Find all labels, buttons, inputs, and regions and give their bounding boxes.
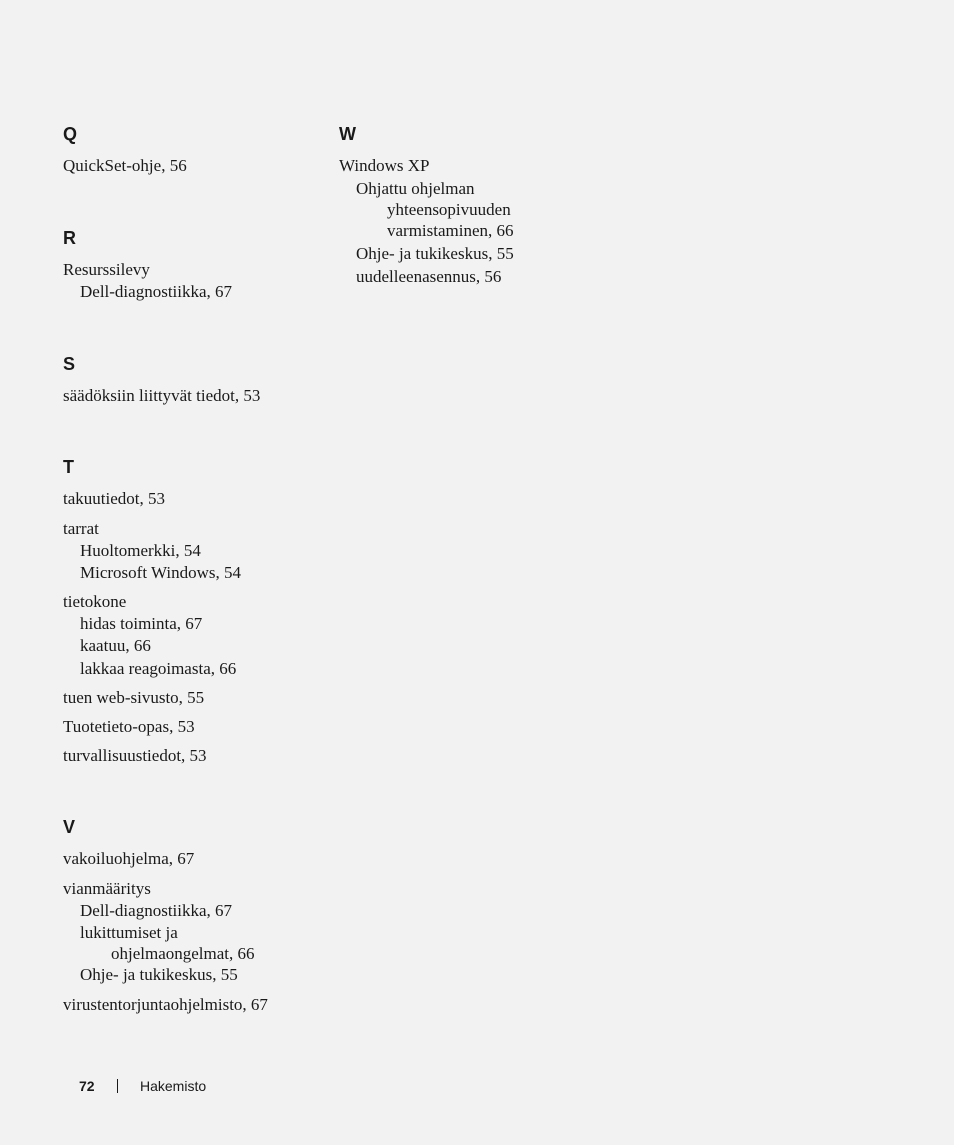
index-letter-t: T [63,457,74,477]
index-subentry: Ohjattu ohjelman [356,179,475,198]
index-entry: virustentorjuntaohjelmisto, 67 [63,995,268,1014]
index-entry: Resurssilevy [63,260,150,279]
index-subentry: uudelleenasennus, 56 [356,267,502,286]
page-number: 72 [79,1078,95,1094]
index-subentry: lakkaa reagoimasta, 66 [80,659,237,678]
index-entry: tarrat [63,519,99,538]
index-entry: takuutiedot, 53 [63,489,165,508]
index-subentry-continued: ohjelmaongelmat, 66 [111,944,255,963]
index-entry: tietokone [63,592,127,611]
index-letter-s: S [63,354,76,374]
index-entry: vakoiluohjelma, 67 [63,849,195,868]
index-subentry: Dell-diagnostiikka, 67 [80,901,233,920]
index-subentry: Huoltomerkki, 54 [80,541,201,560]
index-subentry: Ohje- ja tukikeskus, 55 [80,965,238,984]
index-subentry: hidas toiminta, 67 [80,614,203,633]
index-entry: tuen web-sivusto, 55 [63,688,205,707]
index-subentry: Microsoft Windows, 54 [80,563,241,582]
index-letter-v: V [63,817,76,837]
index-subentry: Ohje- ja tukikeskus, 55 [356,244,514,263]
index-subentry: lukittumiset ja [80,923,178,942]
index-letter-q: Q [63,124,78,144]
index-subentry-continued: yhteensopivuuden [387,200,511,219]
index-entry: säädöksiin liittyvät tiedot, 53 [63,386,261,405]
index-letter-r: R [63,228,76,248]
index-entry: QuickSet-ohje, 56 [63,156,187,175]
index-subentry: Dell-diagnostiikka, 67 [80,282,233,301]
index-subentry-continued: varmistaminen, 66 [387,221,514,240]
index-entry: Tuotetieto-opas, 53 [63,717,195,736]
index-entry: Windows XP [339,156,430,175]
footer-section-title: Hakemisto [140,1078,207,1094]
footer-divider [117,1079,118,1093]
index-entry: vianmääritys [63,879,151,898]
index-letter-w: W [339,124,356,144]
index-subentry: kaatuu, 66 [80,636,151,655]
index-entry: turvallisuustiedot, 53 [63,746,207,765]
